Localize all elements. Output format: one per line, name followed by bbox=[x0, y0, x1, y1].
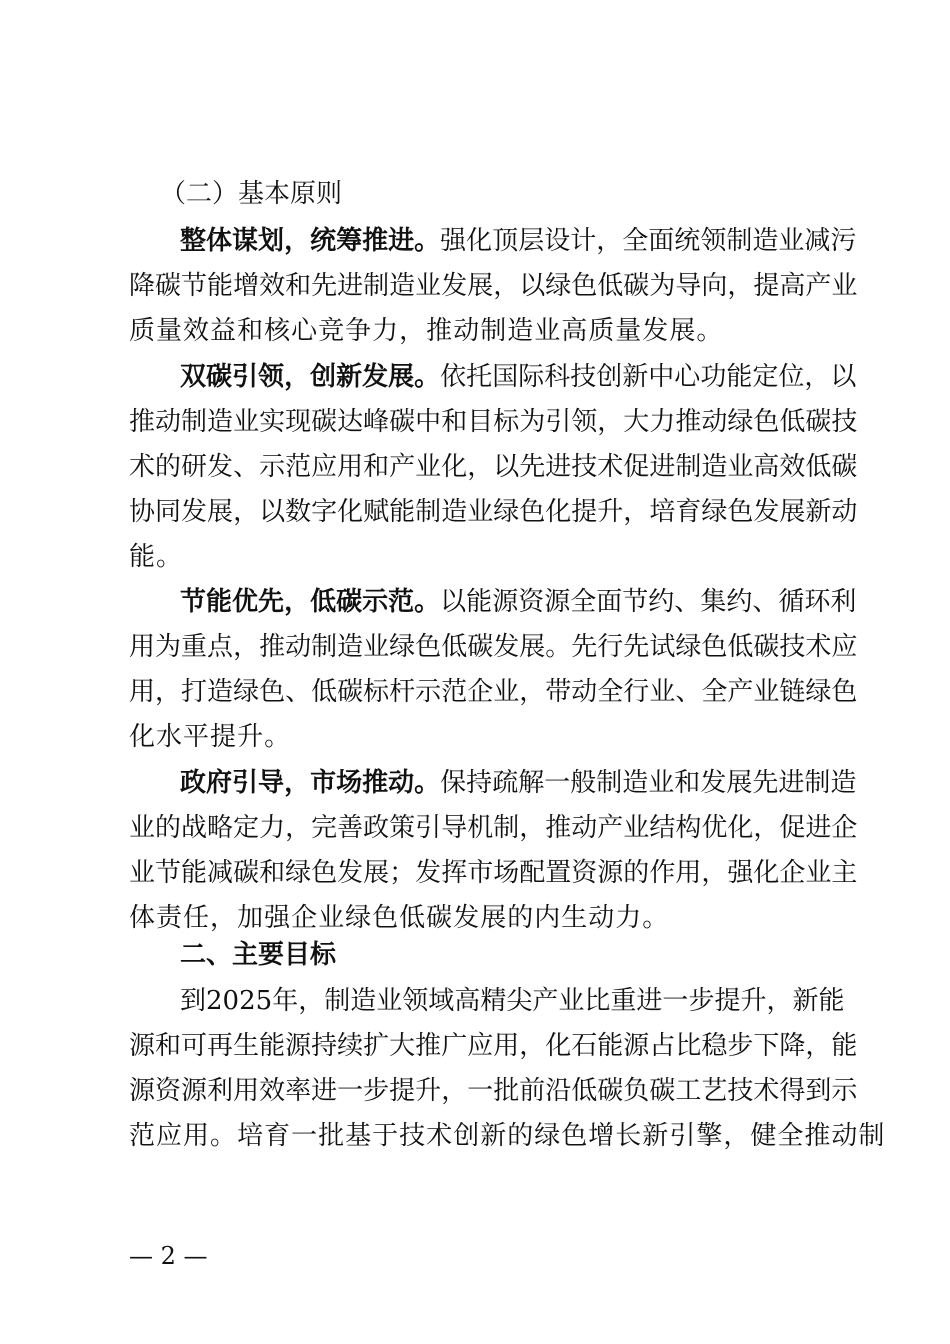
main-heading: 二、主要目标 bbox=[180, 940, 337, 970]
text-line: 降 碳 节 能 增 效 和 先 进 制 造 业 发 展 ， 以 绿 色 低 碳 为 导 向 ， 提 高 产 业 bbox=[129, 271, 858, 301]
text-line: 业 的 战 略 定 力 ， 完 善 政 策 引 导 机 制 ， 推 动 产 业 结 构 优 化 ， 促 进 企 bbox=[129, 813, 858, 843]
text-line: 范 应 用 。 培 育 一 批 基 于 技 术 创 新 的 绿 色 增 长 新 引 擎 ， 健 全 推 动 制 bbox=[129, 1121, 885, 1151]
text-line: 推 动 制 造 业 实 现 碳 达 峰 碳 中 和 目 标 为 引 领 ， 大 力 推 动 绿 色 低 碳 技 bbox=[129, 407, 858, 437]
text-line: 化 水 平 提 升 。 bbox=[129, 722, 291, 752]
text-line: 协 同 发 展 ， 以 数 字 化 赋 能 制 造 业 绿 色 化 提 升 ， 培 育 绿 色 发 展 新 动 bbox=[129, 497, 858, 527]
text-line: 体 责 任 ， 加 强 企 业 绿 色 低 碳 发 展 的 内 生 动 力 。 bbox=[129, 903, 669, 933]
text-line: 源 资 源 利 用 效 率 进 一 步 提 升 ， 一 批 前 沿 低 碳 负 碳 工 艺 技 术 得 到 示 bbox=[129, 1076, 858, 1106]
text-line: 业 节 能 减 碳 和 绿 色 发 展 ； 发 挥 市 场 配 置 资 源 的 作 用 ， 强 化 企 业 主 bbox=[129, 858, 858, 888]
text-line: 质 量 效 益 和 核 心 竞 争 力 ， 推 动 制 造 业 高 质 量 发 展 。 bbox=[129, 316, 723, 346]
text-line: 整 体 谋 划 ， 统 筹 推 进 。 强 化 顶 层 设 计 ， 全 面 统 领 制 造 业 减 污 bbox=[180, 226, 857, 256]
text-line: 到 2025 年 ， 制 造 业 领 域 高 精 尖 产 业 比 重 进 一 步 提 升 ， 新 能 bbox=[180, 986, 845, 1016]
text-line: 用 ， 打 造 绿 色 、 低 碳 标 杆 示 范 企 业 ， 带 动 全 行 业 、 全 产 业 链 绿 色 bbox=[129, 677, 858, 707]
text-line: 政 府 引 导 ， 市 场 推 动 。 保 持 疏 解 一 般 制 造 业 和 发 展 先 进 制 造 bbox=[180, 768, 857, 798]
text-line: 用 为 重 点 ， 推 动 制 造 业 绿 色 低 碳 发 展 。 先 行 先 试 绿 色 低 碳 技 术 应 bbox=[129, 632, 858, 662]
page-number: — 2 — bbox=[129, 1242, 208, 1270]
text-line: 源 和 可 再 生 能 源 持 续 扩 大 推 广 应 用 ， 化 石 能 源 占 比 稳 步 下 降 ， 能 bbox=[129, 1031, 858, 1061]
text-line: 术 的 研 发 、 示 范 应 用 和 产 业 化 ， 以 先 进 技 术 促 进 制 造 业 高 效 低 碳 bbox=[129, 452, 858, 482]
text-line: 节 能 优 先 ， 低 碳 示 范 。 以 能 源 资 源 全 面 节 约 、 集 约 、 循 环 利 bbox=[180, 587, 857, 617]
section-heading: （二）基本原则 bbox=[160, 179, 343, 209]
text-line: 能 。 bbox=[129, 542, 183, 572]
text-line: 双 碳 引 领 ， 创 新 发 展 。 依 托 国 际 科 技 创 新 中 心 功 能 定 位 ， 以 bbox=[180, 362, 857, 392]
